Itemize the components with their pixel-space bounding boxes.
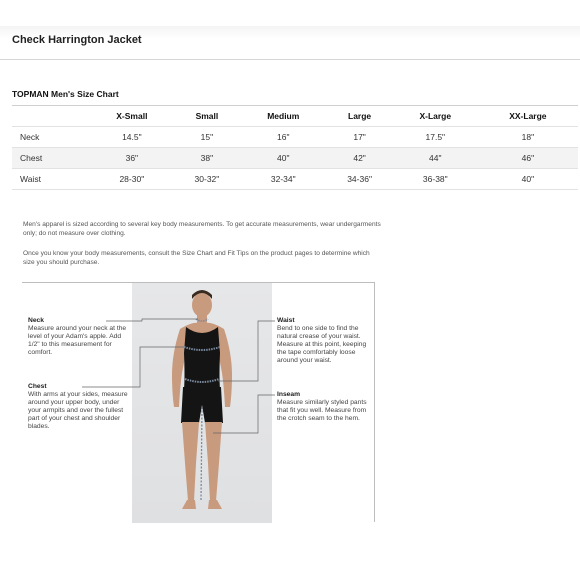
waist-text: Bend to one side to find the natural crease of your waist. Measure at this point, keeping the tape comfortably loose around your waist. (277, 325, 367, 365)
table-cell: 17.5" (393, 127, 478, 148)
row-label: Chest (12, 148, 90, 169)
table-cell: 42" (326, 148, 392, 169)
inseam-heading: Inseam (277, 391, 301, 398)
table-cell: 36-38" (393, 169, 478, 190)
column-header: XX-Large (478, 106, 578, 127)
intro-paragraph: Men's apparel is sized according to several key body measurements. To get accurate measurements, wear undergarments only; do not measure over clothing. (23, 221, 381, 237)
table-cell: 36" (90, 148, 174, 169)
table-cell: 16" (240, 127, 326, 148)
table-cell: 30-32" (174, 169, 240, 190)
row-label: Neck (12, 127, 90, 148)
intro-paragraph: Once you know your body measurements, consult the Size Chart and Fit Tips on the product pages to determine which size you should purchase. (23, 250, 370, 266)
inseam-text: Measure similarly styled pants that fit you well. Measure from the crotch seam to the hem. (277, 399, 367, 423)
waist-heading: Waist (277, 317, 295, 324)
table-cell: 14.5" (90, 127, 174, 148)
neck-text: Measure around your neck at the level of your Adam's apple. Add 1/2" to this measurement for comfort. (28, 325, 127, 357)
row-label: Waist (12, 169, 90, 190)
size-chart-title: TOPMAN Men's Size Chart (12, 89, 119, 99)
table-row (12, 148, 578, 169)
size-chart-table (12, 105, 578, 190)
table-cell: 40" (478, 169, 578, 190)
waist-note (277, 317, 373, 366)
column-header: Large (326, 106, 392, 127)
table-row (12, 169, 578, 190)
table-row (12, 127, 578, 148)
table-cell: 18" (478, 127, 578, 148)
column-header: X-Small (90, 106, 174, 127)
measurement-guide (22, 282, 375, 522)
neck-note (28, 317, 128, 357)
column-header: X-Large (393, 106, 478, 127)
table-cell: 32-34" (240, 169, 326, 190)
table-cell: 15" (174, 127, 240, 148)
table-cell: 38" (174, 148, 240, 169)
column-header: Small (174, 106, 240, 127)
neck-heading: Neck (28, 317, 44, 324)
chest-text: With arms at your sides, measure around your upper body, under your armpits and over the fullest part of your chest and shoulder blades. (28, 391, 128, 431)
inseam-callout-line (213, 395, 275, 433)
table-cell: 44" (393, 148, 478, 169)
column-header: Medium (240, 106, 326, 127)
chest-heading: Chest (28, 383, 47, 390)
waist-callout-line (218, 321, 275, 381)
inseam-note (277, 391, 373, 423)
table-cell: 46" (478, 148, 578, 169)
title-bar (0, 26, 580, 60)
table-cell: 40" (240, 148, 326, 169)
table-cell: 34-36" (326, 169, 392, 190)
table-cell: 28-30" (90, 169, 174, 190)
table-header-row (12, 106, 578, 127)
chest-note (28, 383, 132, 432)
table-cell: 17" (326, 127, 392, 148)
column-header (12, 106, 90, 127)
page-title: Check Harrington Jacket (12, 34, 142, 46)
